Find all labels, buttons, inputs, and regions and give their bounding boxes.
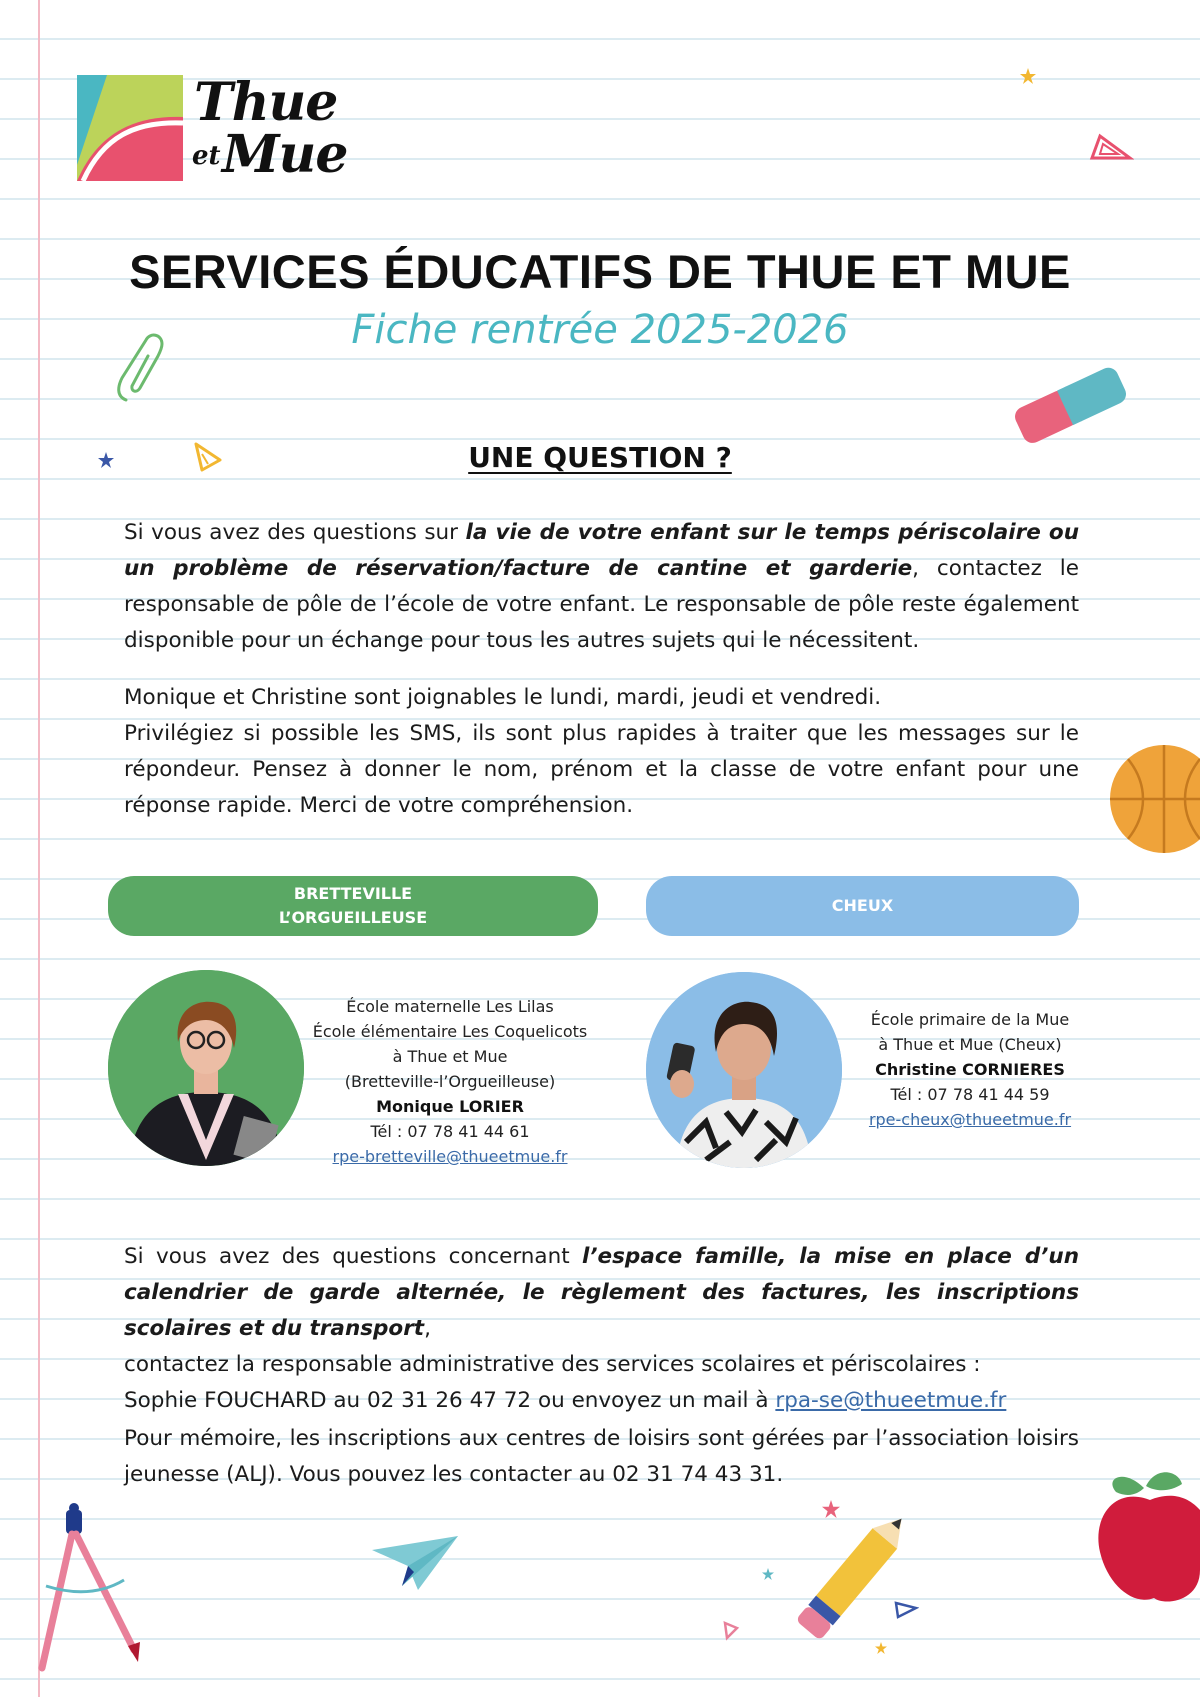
school-location: à Thue et Mue (Cheux) bbox=[878, 1035, 1062, 1054]
person-portrait-icon bbox=[108, 970, 304, 1166]
thue-et-mue-logo bbox=[77, 72, 348, 185]
page-subtitle: Fiche rentrée 2025-2026 bbox=[351, 307, 849, 353]
school-name: École primaire de la Mue bbox=[870, 1010, 1070, 1029]
photo-christine-cornieres bbox=[646, 972, 842, 1168]
availability-text: Monique et Christine sont joignables le lundi, mardi, jeudi et vendredi. bbox=[124, 685, 882, 710]
contact-name: Monique LORIER bbox=[376, 1097, 524, 1116]
person-portrait-icon bbox=[646, 972, 842, 1168]
school-name: École élémentaire Les Coquelicots bbox=[312, 1022, 588, 1041]
contact-email-link[interactable]: rpe-cheux@thueetmue.fr bbox=[868, 1110, 1072, 1129]
contact-card-bretteville bbox=[300, 994, 600, 1169]
admin-text: Si vous avez des questions concernant bbox=[124, 1244, 583, 1269]
paper-plane-icon bbox=[372, 1536, 460, 1592]
admin-emphasis: l’espace famille, la mise en place d’un calendrier de garde alternée, le règlement des factures, les inscriptions scolaires et du transport bbox=[124, 1244, 1079, 1341]
availability-paragraph bbox=[124, 680, 1079, 824]
admin-text: , bbox=[424, 1316, 431, 1341]
intro-text: Si vous avez des questions sur bbox=[124, 520, 466, 545]
pencil-icon bbox=[785, 1516, 905, 1656]
zone-badge-cheux bbox=[646, 876, 1079, 936]
zone-label: BRETTEVILLE L’ORGUEILLEUSE bbox=[278, 884, 428, 927]
alj-paragraph: Pour mémoire, les inscriptions aux centres de loisirs sont gérées par l’association loisirs jeunesse (ALJ). Vous pouvez les contacter au 02 31 74 43 31. bbox=[124, 1426, 1079, 1487]
intro-paragraph bbox=[124, 515, 1079, 659]
school-location: (Bretteville-l’Orgueilleuse) bbox=[344, 1072, 556, 1091]
admin-paragraph bbox=[124, 1239, 1079, 1419]
intro-emphasis: la vie de votre enfant sur le temps périscolaire ou un problème de réservation/facture de cantine et garderie bbox=[124, 520, 1080, 581]
contact-phone: Tél : 07 78 41 44 61 bbox=[370, 1122, 530, 1141]
star-icon bbox=[762, 1568, 774, 1580]
logo-word-et: et bbox=[192, 141, 221, 171]
compass-icon bbox=[38, 1500, 148, 1680]
contact-card-cheux bbox=[840, 1007, 1100, 1132]
contact-phone: Tél : 07 78 41 44 59 bbox=[890, 1085, 1050, 1104]
eraser-icon bbox=[1008, 358, 1134, 450]
admin-phone-text: Sophie FOUCHARD au 02 31 26 47 72 ou envoyez un mail à bbox=[124, 1388, 776, 1413]
basketball-icon bbox=[1108, 744, 1200, 854]
admin-contact-line bbox=[124, 1383, 1079, 1419]
admin-contact-text: contactez la responsable administrative des services scolaires et périscolaires : bbox=[124, 1352, 981, 1377]
triangle-icon bbox=[893, 1600, 919, 1620]
admin-email-link[interactable]: rpa-se@thueetmue.fr bbox=[775, 1388, 1007, 1413]
triangle-ruler-icon bbox=[1088, 132, 1134, 162]
zone-badge-bretteville bbox=[108, 876, 598, 936]
logo-mark-icon bbox=[77, 75, 183, 181]
star-icon bbox=[875, 1642, 887, 1654]
star-icon bbox=[1020, 68, 1036, 84]
intro-text: , contactez le responsable de pôle de l’école de votre enfant. Le responsable de pôle reste également disponible pour un échange pour tous les autres sujets qui le nécessitent. bbox=[124, 556, 1079, 653]
photo-monique-lorier bbox=[108, 970, 304, 1166]
zone-label: CHEUX bbox=[831, 896, 894, 915]
school-name: École maternelle Les Lilas bbox=[346, 997, 554, 1016]
page-title: SERVICES ÉDUCATIFS DE THUE ET MUE bbox=[129, 245, 1071, 298]
apple-icon bbox=[1094, 1458, 1200, 1608]
school-location: à Thue et Mue bbox=[392, 1047, 508, 1066]
contact-name: Christine CORNIERES bbox=[875, 1060, 1065, 1079]
contact-email-link[interactable]: rpe-bretteville@thueetmue.fr bbox=[332, 1147, 568, 1166]
triangle-icon bbox=[722, 1620, 740, 1642]
logo-word-mue: Mue bbox=[222, 124, 348, 185]
sms-advice-text: Privilégiez si possible les SMS, ils sont plus rapides à traiter que les messages sur le répondeur. Pensez à donner le nom, prénom et la classe de votre enfant pour une réponse rapide. Merci de votre compréhension. bbox=[124, 721, 1079, 818]
logo-word-thue: Thue bbox=[194, 72, 338, 133]
section-title: UNE QUESTION ? bbox=[468, 441, 732, 474]
